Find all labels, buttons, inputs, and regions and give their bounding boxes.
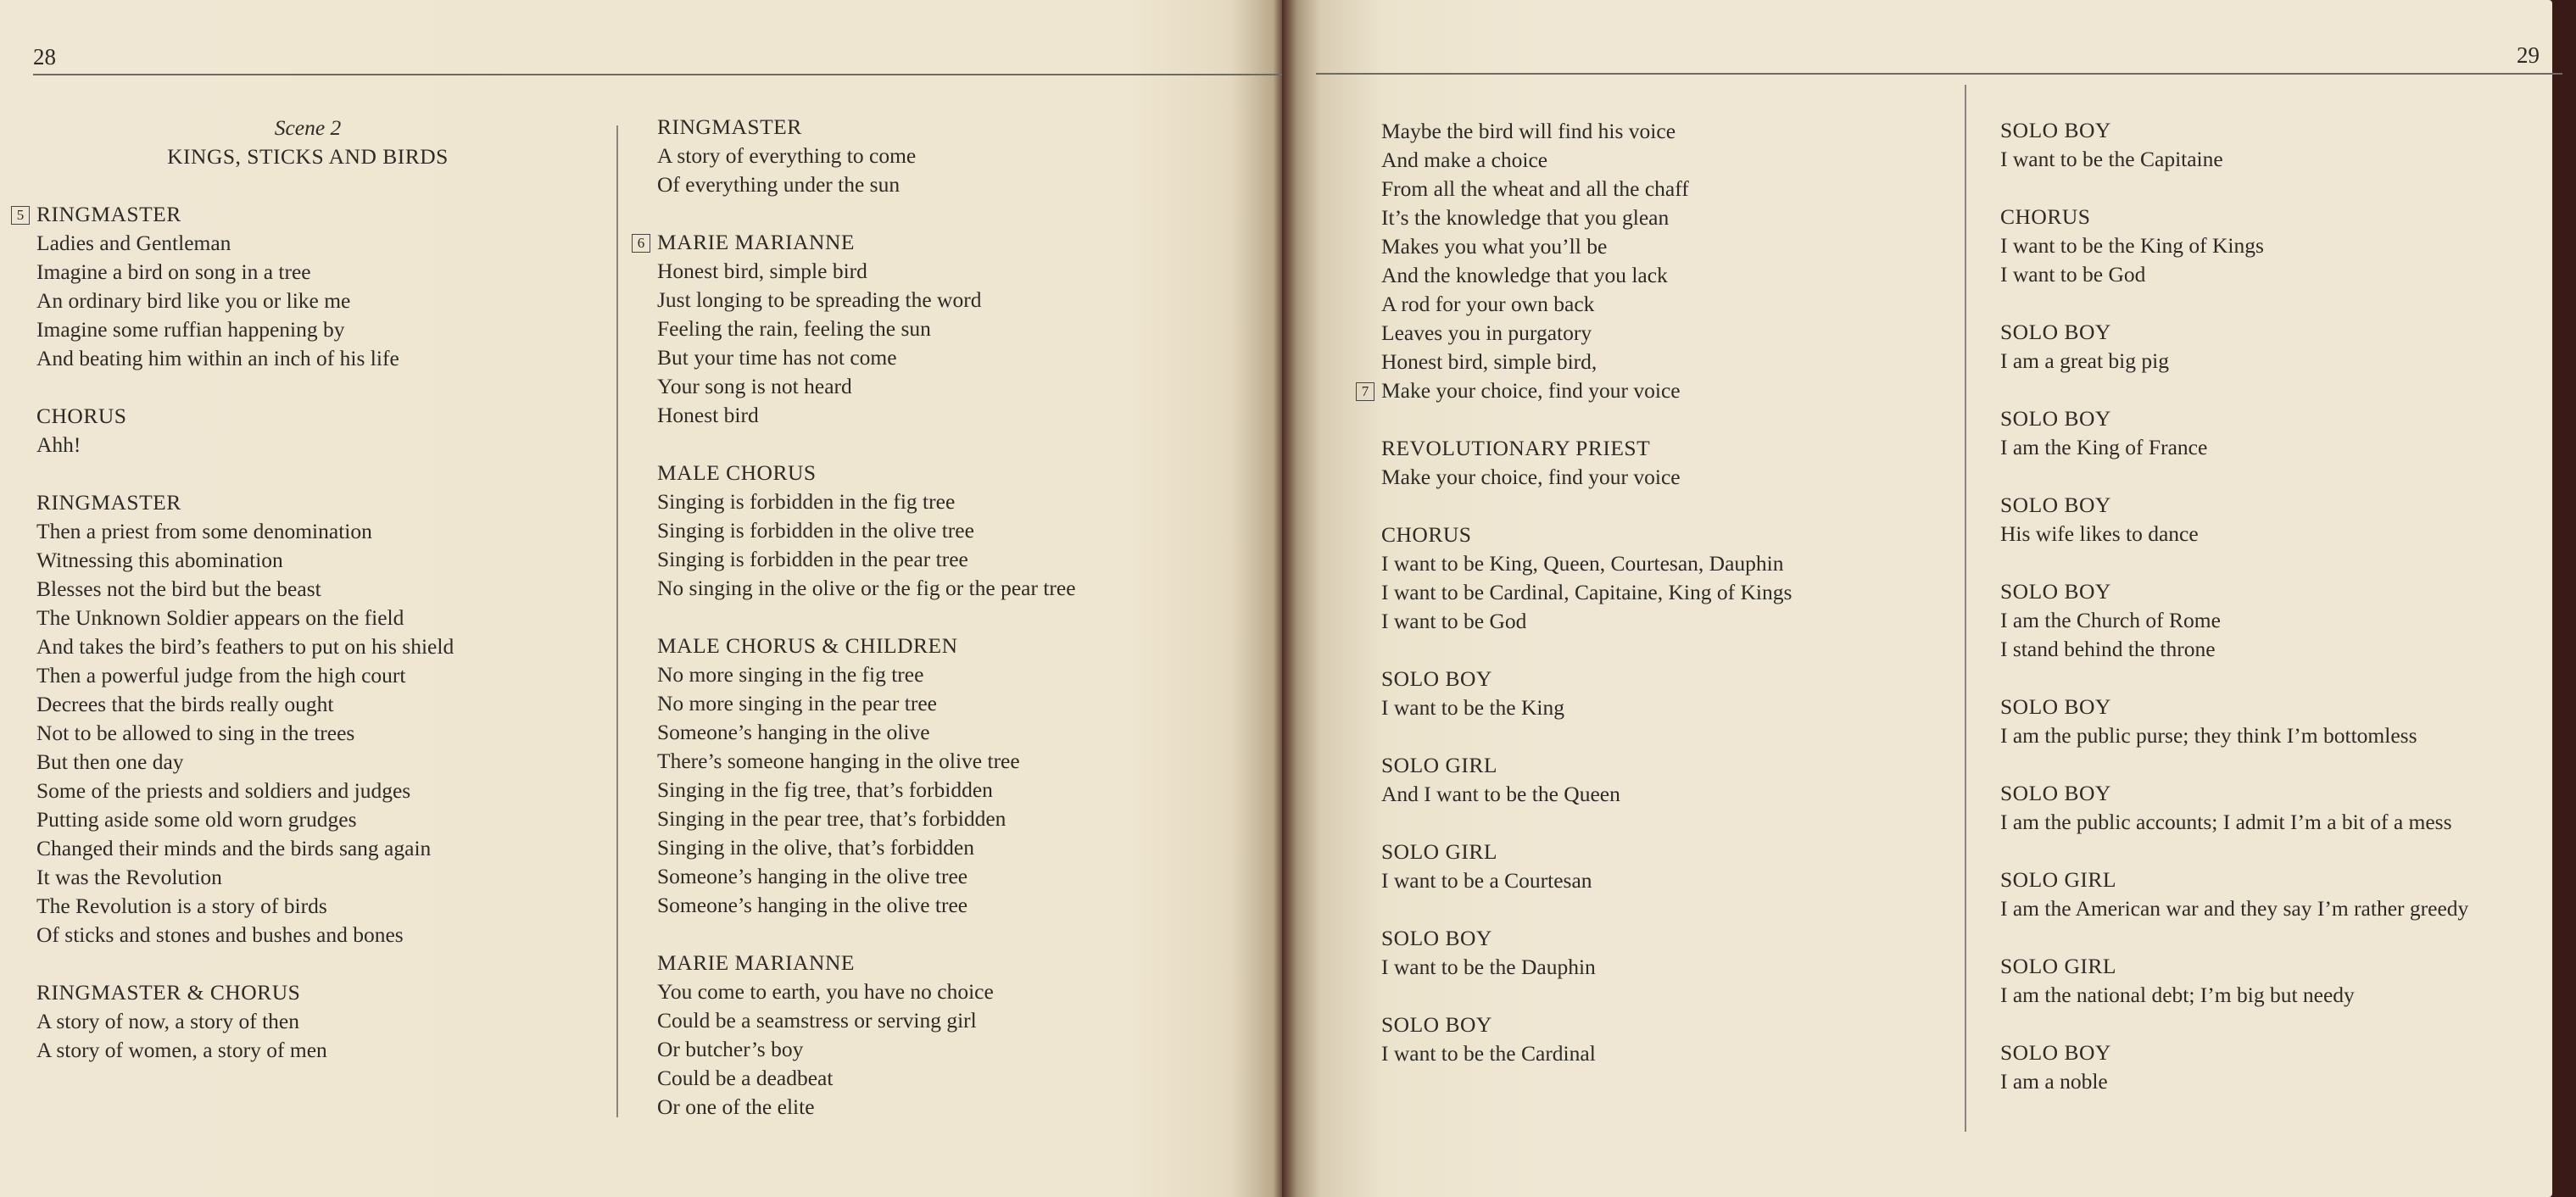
lyric-line: I am a great big pig bbox=[2000, 348, 2169, 373]
lyric-line: Singing is forbidden in the olive tree bbox=[657, 518, 974, 543]
lyric-line: Feeling the rain, feeling the sun bbox=[657, 316, 931, 341]
lyric-line: No singing in the olive or the fig or the pear tree bbox=[657, 576, 1076, 600]
lyric-line: Imagine some ruffian happening by bbox=[36, 317, 345, 342]
page-number-left: 28 bbox=[33, 44, 56, 70]
lyric-line: There’s someone hanging in the olive tree bbox=[657, 749, 1020, 773]
lyric-line: I want to be the Capitaine bbox=[2000, 147, 2223, 171]
lyric-line: Singing in the olive, that’s forbidden bbox=[657, 835, 974, 860]
speaker-name: CHORUS bbox=[36, 404, 127, 428]
lyric-line: I want to be King, Queen, Courtesan, Dauphin bbox=[1381, 551, 1784, 576]
verse-block bbox=[2000, 116, 2543, 174]
verse-block bbox=[1381, 405, 1856, 492]
lyric-line: Maybe the bird will find his voice bbox=[1381, 119, 1676, 143]
lyric-line: And takes the bird’s feathers to put on his shield bbox=[36, 634, 454, 659]
speaker-name: SOLO BOY bbox=[2000, 781, 2111, 805]
verse-block bbox=[657, 113, 1132, 199]
lyric-line: Not to be allowed to sing in the trees bbox=[36, 721, 355, 745]
lyric-line: And beating him within an inch of his life bbox=[36, 346, 399, 370]
speaker-name: SOLO BOY bbox=[2000, 694, 2111, 719]
speaker-name: SOLO BOY bbox=[2000, 579, 2111, 604]
lyric-line: Honest bird, simple bird bbox=[657, 259, 867, 283]
lyric-line: I am the national debt; I’m big but needy bbox=[2000, 983, 2355, 1007]
verse-block bbox=[1381, 492, 1856, 636]
lyric-line: I want to be the King of Kings bbox=[2000, 233, 2264, 258]
lyric-line: Imagine a bird on song in a tree bbox=[36, 259, 311, 284]
verse-block bbox=[36, 373, 579, 459]
lyric-line: Singing is forbidden in the fig tree bbox=[657, 489, 956, 514]
track-cue-marker: 6 bbox=[632, 234, 650, 253]
lyric-line: Honest bird bbox=[657, 403, 759, 427]
verse-block bbox=[16, 200, 579, 373]
lyric-line: No more singing in the pear tree bbox=[657, 691, 937, 715]
column-divider-right bbox=[1965, 85, 1966, 1132]
speaker-name: RINGMASTER bbox=[657, 114, 802, 139]
lyric-line: Blesses not the bird but the beast bbox=[36, 576, 321, 601]
track-cue-marker: 7 bbox=[1356, 382, 1374, 401]
speaker-name: MALE CHORUS bbox=[657, 460, 817, 485]
speaker-name: RINGMASTER bbox=[36, 490, 181, 515]
track-cue-marker: 5 bbox=[11, 206, 30, 225]
speaker-name: SOLO BOY bbox=[2000, 118, 2111, 142]
lyric-line: I want to be God bbox=[2000, 262, 2146, 287]
lyric-line: I am the public accounts; I admit I’m a bit of a mess bbox=[2000, 810, 2452, 834]
verse-block bbox=[2000, 1010, 2543, 1096]
lyric-line: Someone’s hanging in the olive tree bbox=[657, 864, 968, 888]
lyric-line: I want to be the Cardinal bbox=[1381, 1041, 1596, 1066]
lyric-line: Make your choice, find your voice bbox=[1381, 378, 1681, 403]
lyric-line: Ladies and Gentleman bbox=[36, 231, 231, 255]
verse-block bbox=[657, 430, 1132, 603]
header-rule-left bbox=[33, 74, 1282, 75]
lyric-line: Honest bird, simple bird, bbox=[1381, 349, 1597, 374]
speaker-name: MARIE MARIANNE bbox=[657, 230, 855, 254]
lyric-line: I want to be a Courtesan bbox=[1381, 868, 1592, 893]
verse-block bbox=[1381, 117, 1856, 376]
lyric-line: A rod for your own back bbox=[1381, 292, 1595, 316]
verse-block bbox=[1361, 376, 1856, 405]
verse-block bbox=[657, 920, 1132, 1122]
lyric-line: But your time has not come bbox=[657, 345, 897, 370]
verse-block bbox=[1381, 895, 1856, 982]
verse-block bbox=[2000, 750, 2543, 837]
verse-block bbox=[1381, 722, 1856, 809]
lyric-line: A story of now, a story of then bbox=[36, 1009, 299, 1033]
page-number-right: 29 bbox=[2517, 42, 2540, 68]
lyric-line: Makes you what you’ll be bbox=[1381, 234, 1608, 259]
speaker-name: SOLO GIRL bbox=[2000, 867, 2116, 892]
lyric-line: I want to be the King bbox=[1381, 695, 1564, 720]
verse-block bbox=[1381, 809, 1856, 895]
speaker-name: SOLO BOY bbox=[1381, 926, 1492, 950]
lyric-line: Someone’s hanging in the olive bbox=[657, 720, 930, 744]
speaker-name: SOLO GIRL bbox=[1381, 839, 1497, 864]
lyric-line: A story of everything to come bbox=[657, 143, 917, 168]
verse-block bbox=[637, 199, 1132, 430]
speaker-name: REVOLUTIONARY PRIEST bbox=[1381, 436, 1651, 460]
speaker-name: RINGMASTER bbox=[36, 202, 181, 226]
lyric-line: Changed their minds and the birds sang again bbox=[36, 836, 432, 860]
speaker-name: CHORUS bbox=[1381, 522, 1472, 547]
verse-block bbox=[2000, 289, 2543, 376]
lyric-line: Of everything under the sun bbox=[657, 172, 900, 197]
speaker-name: SOLO BOY bbox=[2000, 406, 2111, 431]
speaker-name: MALE CHORUS & CHILDREN bbox=[657, 633, 958, 658]
lyric-line: Your song is not heard bbox=[657, 374, 852, 398]
speaker-name: SOLO BOY bbox=[2000, 320, 2111, 344]
lyric-line: Singing is forbidden in the pear tree bbox=[657, 547, 968, 571]
lyric-line: No more singing in the fig tree bbox=[657, 662, 924, 687]
lyric-line: Singing in the fig tree, that’s forbidden bbox=[657, 777, 993, 802]
lyric-line: Then a powerful judge from the high court bbox=[36, 663, 406, 688]
lyric-line: You come to earth, you have no choice bbox=[657, 979, 994, 1004]
speaker-name: SOLO BOY bbox=[2000, 493, 2111, 517]
lyric-line: Or butcher’s boy bbox=[657, 1037, 804, 1061]
verse-block bbox=[1381, 982, 1856, 1068]
lyrics-column-2 bbox=[637, 113, 1132, 1122]
lyric-line: Ahh! bbox=[36, 432, 81, 457]
lyric-line: A story of women, a story of men bbox=[36, 1038, 327, 1062]
lyrics-column-1 bbox=[16, 114, 579, 1065]
speaker-name: CHORUS bbox=[2000, 204, 2091, 229]
lyric-line: I am the King of France bbox=[2000, 435, 2208, 459]
lyric-line: Putting aside some old worn grudges bbox=[36, 807, 357, 832]
lyric-line: Singing in the pear tree, that’s forbidden bbox=[657, 806, 1006, 831]
lyric-line: I am the Church of Rome bbox=[2000, 608, 2221, 632]
lyric-line: And make a choice bbox=[1381, 148, 1548, 172]
speaker-name: SOLO BOY bbox=[1381, 666, 1492, 691]
verse-block bbox=[2000, 837, 2543, 923]
verse-block bbox=[36, 949, 579, 1065]
lyric-line: His wife likes to dance bbox=[2000, 521, 2199, 546]
lyric-line: I am a noble bbox=[2000, 1069, 2108, 1094]
lyric-line: I stand behind the throne bbox=[2000, 637, 2216, 661]
lyric-line: Leaves you in purgatory bbox=[1381, 320, 1592, 345]
lyric-line: I want to be the Dauphin bbox=[1381, 955, 1596, 979]
lyric-line: Some of the priests and soldiers and judges bbox=[36, 778, 411, 803]
verse-block bbox=[2000, 923, 2543, 1010]
verse-block bbox=[2000, 462, 2543, 548]
lyric-line: I want to be Cardinal, Capitaine, King of Kings bbox=[1381, 580, 1793, 604]
speaker-name: MARIE MARIANNE bbox=[657, 950, 855, 975]
verse-block bbox=[2000, 174, 2543, 289]
lyric-line: I am the public purse; they think I’m bottomless bbox=[2000, 723, 2417, 748]
speaker-name: SOLO GIRL bbox=[1381, 753, 1497, 777]
verse-block bbox=[2000, 664, 2543, 750]
lyric-line: Or one of the elite bbox=[657, 1094, 815, 1119]
lyrics-column-3 bbox=[1361, 117, 1856, 1068]
lyrics-column-4 bbox=[2000, 116, 2543, 1096]
lyric-line: Decrees that the birds really ought bbox=[36, 692, 334, 716]
lyric-line: It’s the knowledge that you glean bbox=[1381, 205, 1670, 230]
verse-block bbox=[36, 459, 579, 949]
header-rule-right bbox=[1316, 73, 2562, 75]
speaker-name: SOLO GIRL bbox=[2000, 954, 2116, 978]
lyric-line: The Revolution is a story of birds bbox=[36, 894, 327, 918]
lyric-line: I want to be God bbox=[1381, 609, 1527, 633]
lyric-line: And I want to be the Queen bbox=[1381, 782, 1620, 806]
lyric-line: Just longing to be spreading the word bbox=[657, 287, 982, 312]
lyric-line: From all the wheat and all the chaff bbox=[1381, 176, 1689, 201]
lyric-line: The Unknown Soldier appears on the field bbox=[36, 605, 404, 630]
lyric-line: An ordinary bird like you or like me bbox=[36, 288, 351, 313]
lyric-line: Make your choice, find your voice bbox=[1381, 465, 1681, 489]
column-divider-left bbox=[616, 125, 618, 1117]
verse-block bbox=[2000, 548, 2543, 664]
lyric-line: Could be a deadbeat bbox=[657, 1066, 834, 1090]
scene-title: KINGS, STICKS AND BIRDS bbox=[167, 144, 449, 169]
scene-label: Scene 2 bbox=[274, 115, 342, 140]
lyric-line: Then a priest from some denomination bbox=[36, 519, 372, 543]
verse-block bbox=[657, 603, 1132, 920]
verse-block bbox=[1381, 636, 1856, 722]
lyric-line: Could be a seamstress or serving girl bbox=[657, 1008, 977, 1033]
lyric-line: I am the American war and they say I’m rather greedy bbox=[2000, 896, 2469, 921]
lyric-line: Of sticks and stones and bushes and bones bbox=[36, 922, 404, 947]
verse-block bbox=[2000, 376, 2543, 462]
lyric-line: It was the Revolution bbox=[36, 865, 222, 889]
lyric-line: Witnessing this abomination bbox=[36, 548, 283, 572]
lyric-line: And the knowledge that you lack bbox=[1381, 263, 1668, 287]
speaker-name: RINGMASTER & CHORUS bbox=[36, 980, 301, 1005]
lyric-line: Someone’s hanging in the olive tree bbox=[657, 893, 968, 917]
speaker-name: SOLO BOY bbox=[1381, 1012, 1492, 1037]
speaker-name: SOLO BOY bbox=[2000, 1040, 2111, 1065]
lyric-line: But then one day bbox=[36, 749, 184, 774]
